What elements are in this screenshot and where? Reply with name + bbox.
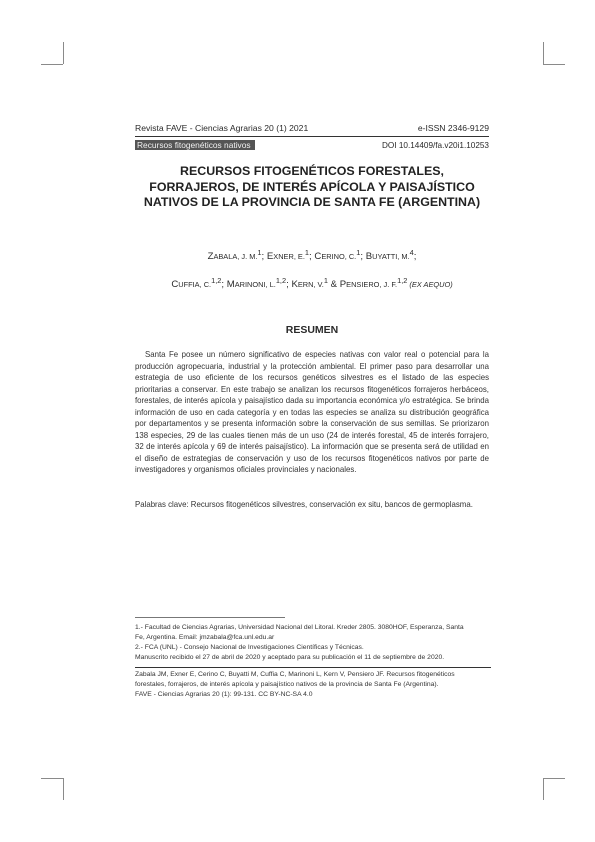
crop-mark-top-right-vertical bbox=[543, 42, 544, 64]
footnote-rule bbox=[135, 617, 285, 618]
author-pensiero: PENSIERO, J. F.$^{1,2}$ bbox=[339, 276, 408, 291]
citation-line-2: forestales, forrajeros, de interés apícola y paisajístico nativos de la provincia de Santa Fe (Argentina). bbox=[135, 681, 439, 688]
crop-mark-bottom-left-vertical bbox=[63, 778, 64, 800]
crop-mark-top-right-horizontal bbox=[543, 64, 565, 65]
citation bbox=[135, 670, 491, 700]
author-zabala: ZABALA, J. M.$^1$ bbox=[207, 248, 262, 263]
author-list bbox=[120, 241, 504, 297]
footnotes bbox=[135, 623, 491, 663]
running-header bbox=[135, 123, 489, 150]
crop-mark-top-left-vertical bbox=[63, 42, 64, 64]
journal-name: Revista FAVE - Ciencias Agrarias 20 (1) 2021 bbox=[135, 123, 309, 133]
crop-mark-bottom-left-horizontal bbox=[41, 778, 63, 779]
doi: DOI 10.14409/fa.v20i1.10253 bbox=[382, 140, 489, 150]
author-buyatti: BUYATTI, M.$^4$ bbox=[365, 248, 414, 263]
keywords: Palabras clave: Recursos fitogenéticos silvestres, conservación ex situ, bancos de germoplasma. bbox=[135, 500, 473, 509]
abstract-heading: RESUMEN bbox=[285, 324, 339, 336]
footnote-1-line-1: 1.- Facultad de Ciencias Agrarias, Universidad Nacional del Litoral. Kreder 2805. 3080HOF, Esperanza, Santa bbox=[135, 624, 464, 631]
citation-rule bbox=[135, 667, 491, 668]
section-badge: Recursos fitogenéticos nativos bbox=[135, 140, 255, 150]
citation-line-3: FAVE - Ciencias Agrarias 20 (1): 99-131. CC BY-NC-SA 4.0 bbox=[135, 691, 313, 698]
article-title bbox=[120, 164, 504, 211]
author-cuffia: CUFFIA, C.$^{1,2}$ bbox=[171, 276, 222, 291]
abstract-paragraph: Santa Fe posee un número significativo de especies nativas con valor real o potencial para la producción agropecuaria, industrial y la protección ambiental. El primer paso para desarrollar una estrategia de uso eficiente de los recursos genéticos silvestres es el listado de las especies prioritarias a conservar. En este trabajo se analizan los recursos fitogenéticos forrajeros herbáceos, forestales, de interés apícola y paisajístico dada su importancia económica y/o estratégica. Se brinda información de uso en cada categoría y en todas las especies se analiza su distribución geográfica por departamentos y se presenta información sobre la conservación de sus semillas. Se priorizaron 138 especies, 29 de las cuales tienen más de un uso (24 de interés forestal, 45 de interés forrajero, 32 de interés apícola y 69 de interés paisajístico). La información que se presenta será de utilidad en el diseño de estrategias de conservación y uso de los recursos fitogenéticos nativos por parte de investigadores y organismos oficiales provinciales y nacionales. bbox=[135, 350, 489, 475]
author-line-1: ZABALA, J. M.$^1$; EXNER, E.$^1$; CERINO, C.$^1$; BUYATTI, M.$^4$; bbox=[207, 248, 417, 263]
citation-line-1: Zabala JM, Exner E, Cerino C, Buyatti M, Cuffia C, Marinoni L, Kern V, Pensiero JF. Recursos fitogenéticos bbox=[135, 671, 455, 678]
title-line-3: NATIVOS DE LA PROVINCIA DE SANTA FE (ARGENTINA) bbox=[143, 195, 481, 209]
footnote-1-line-2: Fe, Argentina. Email: jmzabala@fca.unl.edu.ar bbox=[135, 634, 275, 641]
footnote-2: 2.- FCA (UNL) - Consejo Nacional de Investigaciones Científicas y Técnicas. bbox=[135, 644, 364, 651]
author-line-2: CUFFIA, C.$^{1,2}$; MARINONI, L.$^{1,2}$; KERN, V.$^1$ & PENSIERO, J. F.$^{1,2}$ (EX AEQUO) bbox=[171, 276, 453, 291]
author-cerino: CERINO, C.$^1$ bbox=[314, 248, 361, 263]
header-rule bbox=[135, 136, 489, 137]
title-line-2: FORRAJEROS, DE INTERÉS APÍCOLA Y PAISAJÍSTICO bbox=[149, 179, 475, 194]
crop-mark-top-left-horizontal bbox=[41, 64, 63, 65]
received-note: Manuscrito recibido el 27 de abril de 2020 y aceptado para su publicación el 11 de septiembre de 2020. bbox=[135, 654, 445, 661]
title-line-1: RECURSOS FITOGENÉTICOS FORESTALES, bbox=[180, 164, 444, 178]
author-exner: EXNER, E.$^1$ bbox=[266, 248, 310, 263]
crop-mark-bottom-right-horizontal bbox=[543, 778, 565, 779]
author-marinoni: MARINONI, L.$^{1,2}$ bbox=[226, 276, 287, 291]
author-kern: KERN, V.$^1$ bbox=[291, 276, 328, 291]
abstract-body bbox=[135, 349, 489, 476]
ex-aequo-note: (EX AEQUO) bbox=[407, 280, 453, 290]
eissn: e-ISSN 2346-9129 bbox=[417, 123, 489, 133]
crop-mark-bottom-right-vertical bbox=[543, 778, 544, 800]
